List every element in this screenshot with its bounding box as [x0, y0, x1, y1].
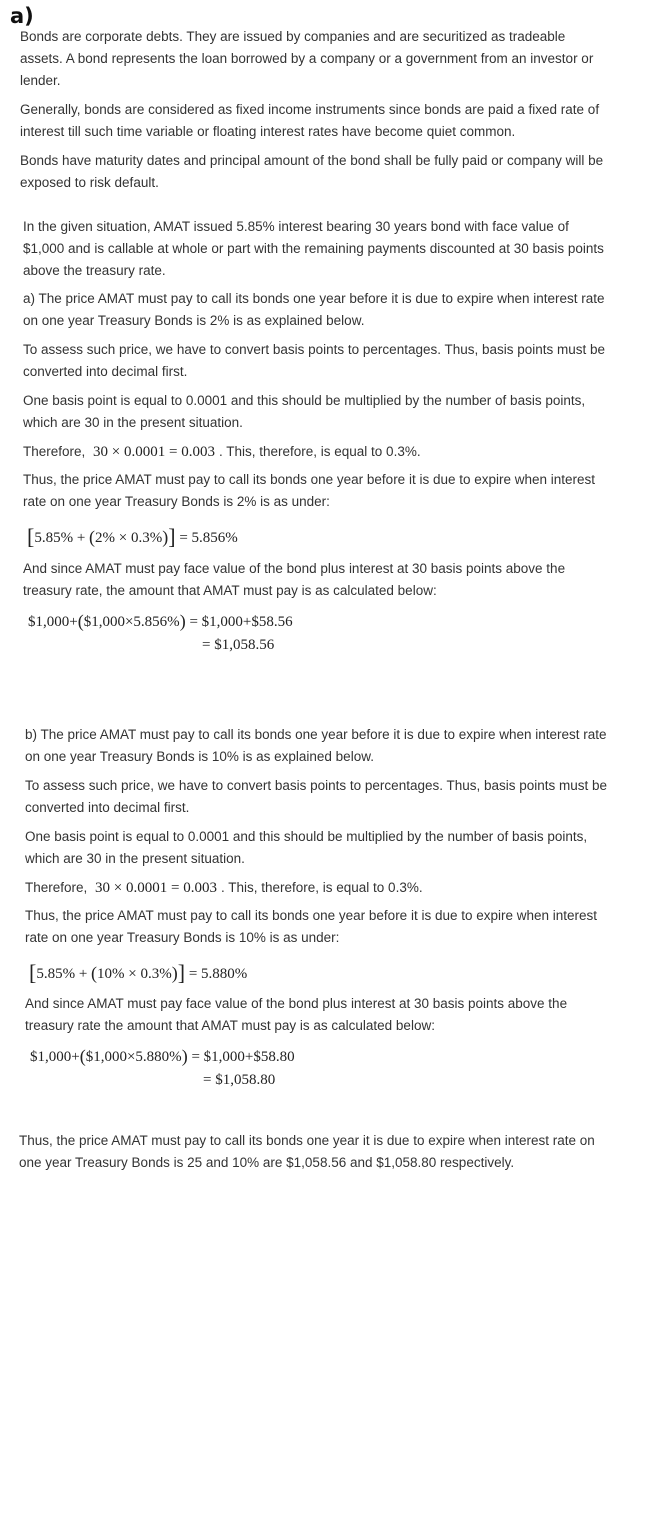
therefore-tail: . This, therefore, is equal to 0.3%.: [218, 444, 421, 459]
part-b-intro: b) The price AMAT must pay to call its bonds one year before it is due to expire when interest rate on one year Treasury Bonds is 10% is as explained below.: [25, 727, 607, 764]
calc-left: $1,000+: [30, 1049, 80, 1065]
intro-paragraph: Bonds are corporate debts. They are issued by companies and are securitized as tradeable assets. A bond represents the loan borrowed by a company or a government from an investor or lender.: [20, 29, 594, 88]
calc-right: = $1,000+$58.80: [187, 1049, 295, 1065]
part-b-equation: [29, 958, 247, 984]
calc-inner: $1,000×5.880%: [85, 1049, 182, 1065]
eq-left: 5.85% +: [34, 530, 90, 546]
right-paren: ): [162, 527, 169, 547]
part-a-as-under: Thus, the price AMAT must pay to call its bonds one year before it is due to expire when interest rate on one year Treasury Bonds is 2% is as under:: [23, 472, 596, 509]
part-a-calc-line-2: = $1,058.56: [202, 637, 275, 653]
left-paren: (: [89, 527, 96, 547]
eq-inner: 2% × 0.3%: [95, 530, 163, 546]
eq-inner: 10% × 0.3%: [97, 966, 172, 982]
eq-right: = 5.856%: [175, 530, 238, 546]
intro-paragraph: Bonds have maturity dates and principal amount of the bond shall be fully paid or company will be exposed to risk default.: [20, 153, 604, 190]
part-b-basis-points: To assess such price, we have to convert basis points to percentages. Thus, basis points must be converted into decimal first.: [25, 778, 608, 815]
therefore-tail: . This, therefore, is equal to 0.3%.: [220, 880, 423, 895]
therefore-math: 30 × 0.0001 = 0.003: [95, 880, 217, 896]
conclusion-paragraph: Thus, the price AMAT must pay to call its bonds one year it is due to expire when interest rate on one year Treasury Bonds is 25 and 10% are $1,058.56 and $1,058.80 respectively.: [19, 1133, 595, 1170]
calc-left-paren: (: [79, 1046, 86, 1066]
part-a-intro: a) The price AMAT must pay to call its bonds one year before it is due to expire when interest rate on one year Treasury Bonds is 2% is as explained below.: [23, 291, 605, 328]
section-heading: a): [10, 4, 34, 28]
calc-right: = $1,000+$58.56: [185, 614, 293, 630]
part-a-section: [23, 288, 628, 513]
calc-right-paren: ): [181, 1046, 188, 1066]
intro-section: [20, 26, 628, 194]
situation-paragraph: In the given situation, AMAT issued 5.85% interest bearing 30 years bond with face value of $1,000 and is callable at whole or part with the remaining payments discounted at 30 basis points above the treasury rate.: [23, 219, 604, 278]
part-b-amount-explain: And since AMAT must pay face value of the bond plus interest at 30 basis points above the treasury rate the amount that AMAT must pay is as calculated below:: [25, 996, 568, 1033]
calc-left: $1,000+: [28, 614, 78, 630]
left-bracket: [: [27, 524, 35, 549]
calc-inner: $1,000×5.856%: [83, 614, 180, 630]
part-b-basis-explain: One basis point is equal to 0.0001 and this should be multiplied by the number of basis points, which are 30 in the present situation.: [25, 829, 588, 866]
conclusion-section: [19, 1130, 628, 1174]
therefore-label: Therefore,: [23, 444, 86, 459]
therefore-math: 30 × 0.0001 = 0.003: [93, 444, 215, 460]
part-a-calc-line-1: [28, 610, 293, 631]
right-bracket: ]: [168, 524, 176, 549]
calc-right-paren: ): [179, 611, 186, 631]
left-paren: (: [91, 963, 98, 983]
part-b-section: [25, 724, 628, 949]
part-b-therefore: [25, 877, 628, 899]
part-b-as-under: Thus, the price AMAT must pay to call its bonds one year before it is due to expire when interest rate on one year Treasury Bonds is 10% is as under:: [25, 908, 598, 945]
part-a-amount-explain: And since AMAT must pay face value of the bond plus interest at 30 basis points above the treasury rate, the amount that AMAT must pay is as calculated below:: [23, 561, 566, 598]
eq-left: 5.85% +: [36, 966, 92, 982]
eq-right: = 5.880%: [185, 966, 248, 982]
part-a-basis-explain: One basis point is equal to 0.0001 and this should be multiplied by the number of basis points, which are 30 in the present situation.: [23, 393, 586, 430]
part-a-amount-section: [23, 558, 628, 602]
part-b-calc-line-2: = $1,058.80: [203, 1072, 276, 1088]
intro-paragraph: Generally, bonds are considered as fixed income instruments since bonds are paid a fixed rate of interest till such time variable or floating interest rates have become quiet common.: [20, 102, 600, 139]
right-paren: ): [171, 963, 178, 983]
right-bracket: ]: [177, 960, 186, 985]
part-b-calc-line-1: [30, 1045, 295, 1066]
left-bracket: [: [29, 960, 37, 985]
situation-section: [23, 216, 623, 282]
part-a-therefore: [23, 441, 628, 463]
part-a-basis-points: To assess such price, we have to convert basis points to percentages. Thus, basis points must be converted into decimal first.: [23, 342, 606, 379]
therefore-label: Therefore,: [25, 880, 88, 895]
part-a-equation: [27, 522, 238, 548]
calc-left-paren: (: [77, 611, 84, 631]
part-b-amount-section: [25, 993, 628, 1037]
